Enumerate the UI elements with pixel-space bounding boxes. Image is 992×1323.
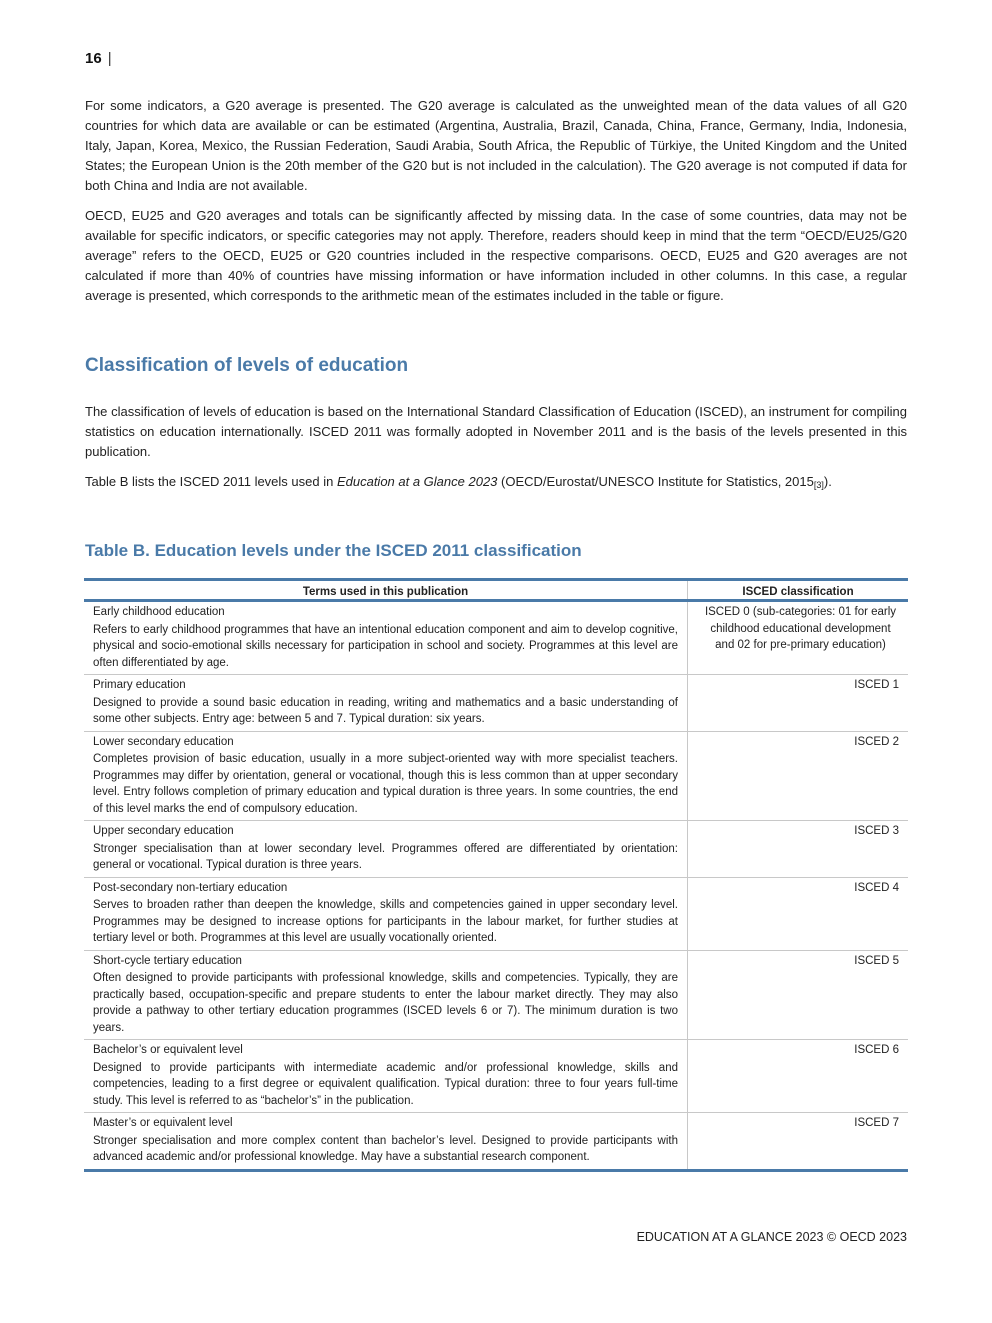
terms-cell: [84, 1113, 688, 1171]
education-term: Post-secondary non-tertiary education: [93, 881, 288, 894]
isced-level: ISCED 0 (sub-categories: 01 for early childhood educational development and 02 for pre-primary education): [704, 606, 897, 651]
table-row: [84, 1113, 908, 1171]
page-number-value: 16: [85, 50, 102, 67]
education-term: Early childhood education: [93, 606, 225, 618]
table-row: [84, 675, 908, 732]
table-row: [84, 950, 908, 1040]
education-description: Stronger specialisation and more complex content than bachelor’s level. Designed to provide participants with advanced academic and/or professional knowledge. May have a substantial research component.: [93, 1134, 678, 1163]
education-term: Master’s or equivalent level: [93, 1117, 233, 1129]
terms-cell: [84, 877, 688, 950]
isced-level: ISCED 6: [854, 1044, 899, 1056]
isced-level: ISCED 4: [854, 881, 899, 894]
education-term: Primary education: [93, 679, 186, 691]
paragraph-isced-intro: The classification of levels of education is based on the International Standard Classification of Education (ISCED), an instrument for compiling statistics on education internationally. ISCED 2011 was formally adopted in November 2011 and is the basis of the levels presented in this publication.: [85, 404, 907, 459]
p4-after: (OECD/Eurostat/UNESCO Institute for Statistics, 2015: [497, 474, 814, 489]
table-body: [84, 601, 908, 1171]
table-row: [84, 731, 908, 821]
education-description: Refers to early childhood programmes that have an intentional education component and aim to develop cognitive, physical and socio-emotional skills necessary for participation in school and society. Programmes at this level are often differentiated by age.: [93, 623, 678, 669]
isced-level: ISCED 3: [854, 825, 899, 837]
education-term: Upper secondary education: [93, 825, 234, 837]
publication-title: Education at a Glance 2023: [336, 474, 498, 489]
isced-level: ISCED 2: [854, 735, 899, 748]
footer-text: EDUCATION AT A GLANCE 2023 © OECD 2023: [636, 1230, 907, 1244]
education-description: Designed to provide participants with intermediate academic and/or professional knowledge, skills and competencies, leading to a first degree or equivalent qualification. Typical duration: three to four years full-time study. This level is referred to as “bachelor’s” in the publication.: [93, 1061, 678, 1107]
education-description: Stronger specialisation than at lower secondary level. Programmes offered are differentiated by orientation: general or vocational. Typical duration is three years.: [93, 842, 678, 871]
table-header-row: [84, 580, 908, 601]
header-terms: Terms used in this publication: [84, 580, 688, 601]
p4-before: Table B lists the ISCED 2011 levels used in: [85, 474, 337, 489]
isced-level: ISCED 7: [854, 1117, 899, 1129]
terms-cell: [84, 731, 688, 821]
terms-cell: [84, 675, 688, 732]
education-description: Completes provision of basic education, usually in a more subject-oriented way with more specialist teachers. Programmes may differ by orientation, general or vocational, though this is less common than at upper secondary level. Entry follows completion of primary education and typical duration is three years. In some countries, the end of this level marks the end of compulsory education.: [93, 753, 678, 815]
terms-cell: [84, 601, 688, 675]
table-row: [84, 601, 908, 675]
education-description: Designed to provide a sound basic education in reading, writing and mathematics and a basic understanding of some other subjects. Entry age: between 5 and 7. Typical duration: six years.: [93, 696, 678, 725]
isced-level: ISCED 1: [854, 679, 899, 691]
paragraph-missing-data: OECD, EU25 and G20 averages and totals can be significantly affected by missing data. In the case of some countries, data may not be available for specific indicators, or specific categories may not apply. Therefore, readers should keep in mind that the term “OECD/EU25/G20 average” refers to the OECD, EU25 or G20 countries included in the respective comparisons. OECD, EU25 and G20 averages are not calculated if more than 40% of countries have missing information or have information included in other columns. In this case, a regular average is presented, which corresponds to the arithmetic mean of the estimates included in the table or figure.: [85, 208, 907, 303]
terms-cell: [84, 1040, 688, 1113]
reference-link[interactable]: [3]: [813, 480, 824, 490]
terms-cell: [84, 821, 688, 878]
education-term: Short-cycle tertiary education: [93, 954, 242, 967]
isced-table: [84, 578, 908, 1172]
paragraph-table-b-intro: [85, 472, 907, 495]
section-heading: Classification of levels of education: [85, 355, 409, 376]
table-row: [84, 821, 908, 878]
header-isced: ISCED classification: [742, 586, 854, 598]
paragraph-g20-average: For some indicators, a G20 average is presented. The G20 average is calculated as the unweighted mean of the data values of all G20 countries for which data are available or can be estimated (Argentina, Australia, Brazil, Canada, China, France, Germany, India, Indonesia, Italy, Japan, Korea, Mexico, the Russian Federation, Saudi Arabia, South Africa, the Republic of Türkiye, the United Kingdom and the United States; the European Union is the 20th member of the G20 but is not included in the calculation). The G20 average is not computed if data for both China and India are not available.: [85, 98, 907, 193]
page-number-separator: |: [107, 50, 112, 67]
education-description: Serves to broaden rather than deepen the knowledge, skills and competencies gained in upper secondary level. Programmes may be designed to increase options for participants in the labour market, for further studies at tertiary level or both. Programmes at this level are usually vocationally oriented.: [93, 899, 678, 944]
terms-cell: [84, 950, 688, 1040]
isced-level: ISCED 5: [854, 954, 899, 967]
education-description: Often designed to provide participants with professional knowledge, skills and competencies. Typically, they are practically based, occupation-specific and prepare students to enter the labour market directly. They may also provide a pathway to other tertiary education programmes (ISCED levels 6 or 7). The minimum duration is two years.: [93, 972, 678, 1034]
education-term: Lower secondary education: [93, 735, 234, 748]
table-row: [84, 1040, 908, 1113]
page-number: [85, 50, 112, 67]
education-term: Bachelor’s or equivalent level: [93, 1044, 243, 1056]
table-title: Table B. Education levels under the ISCED 2011 classification: [85, 541, 582, 560]
p4-end: ).: [823, 474, 832, 489]
table-row: [84, 877, 908, 950]
